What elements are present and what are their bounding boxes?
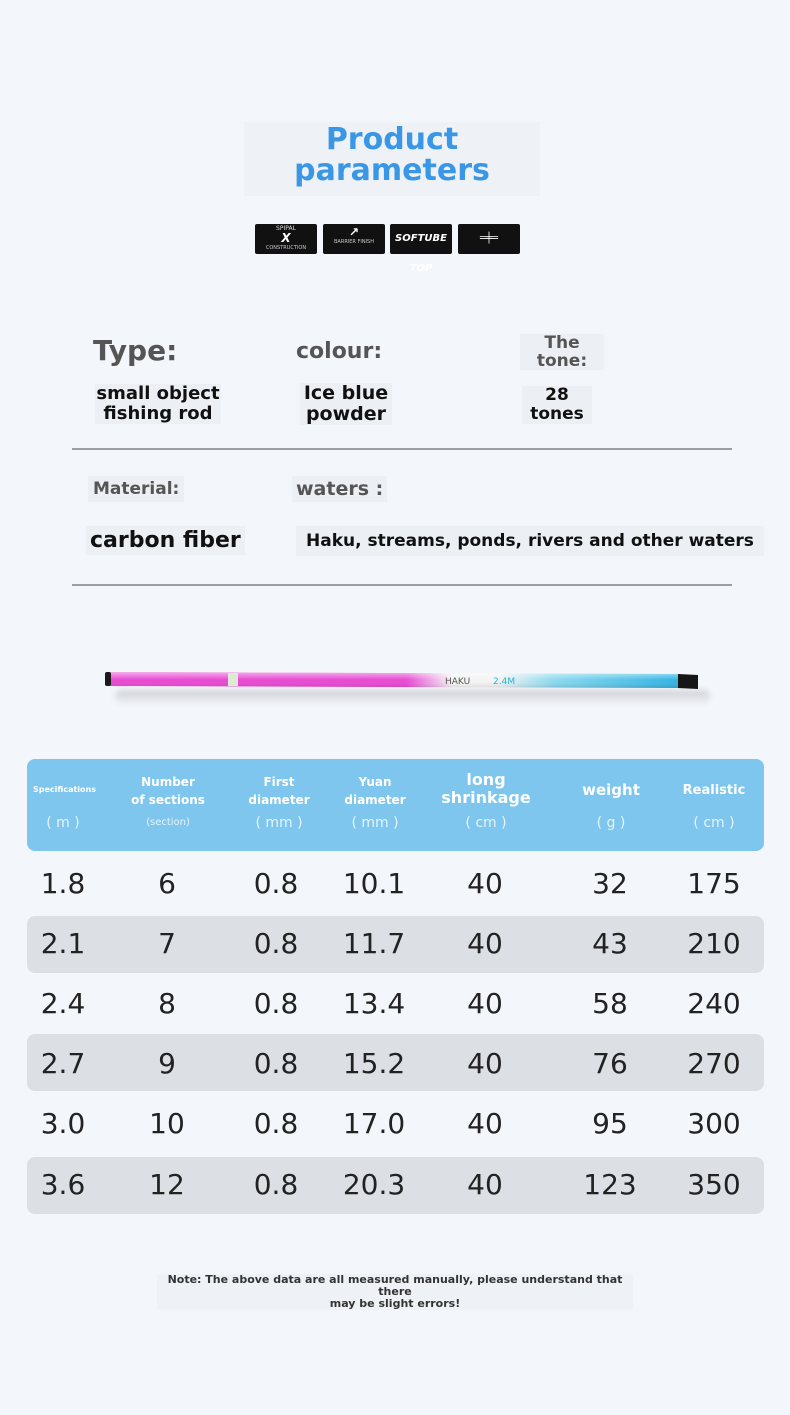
tone-value	[522, 386, 592, 424]
header-first-diameter	[239, 773, 319, 809]
cell-sections: 6	[158, 867, 176, 900]
cell-sections: 10	[149, 1107, 185, 1140]
colour-label: colour:	[296, 339, 383, 364]
reel-seat-badge	[458, 224, 520, 254]
cell-realistic: 210	[687, 927, 741, 960]
spipal-x-badge	[255, 224, 317, 254]
divider-1	[72, 448, 732, 450]
header-long-shrinkage	[431, 771, 541, 807]
cell-first-diameter: 0.8	[253, 987, 299, 1020]
tone-label-line-2: tone:	[536, 351, 588, 371]
cell-realistic: 350	[687, 1168, 741, 1201]
arrow-icon: ↗	[348, 225, 360, 239]
badge-main-text: X	[281, 231, 291, 245]
rod-ring	[228, 673, 238, 686]
cell-first-diameter: 0.8	[253, 1047, 299, 1080]
waters-label: waters :	[292, 476, 387, 502]
header-specifications-unit: ( m )	[46, 815, 80, 831]
barrier-finish-badge	[323, 224, 385, 254]
cell-realistic: 175	[687, 867, 741, 900]
header-line-2: shrinkage	[441, 788, 531, 807]
tone-value-line-2: tones	[530, 404, 584, 424]
type-value	[95, 384, 221, 424]
rod-shine	[110, 672, 680, 688]
header-line-2: of sections	[131, 793, 205, 807]
cell-sections: 12	[149, 1168, 185, 1201]
tone-label	[520, 334, 604, 370]
table-row	[0, 1104, 790, 1144]
cell-sections: 7	[158, 927, 176, 960]
cell-realistic: 270	[687, 1047, 741, 1080]
rod-length-text: 2.4M	[493, 677, 516, 687]
header-weight-unit: ( g )	[596, 815, 626, 831]
cell-long-shrinkage: 40	[467, 927, 503, 960]
cell-weight: 32	[592, 867, 628, 900]
header-line-1: First	[263, 775, 295, 789]
page-title-line-1: Product	[325, 122, 459, 157]
header-realistic: Realistic	[682, 783, 746, 798]
type-value-line-2: fishing rod	[103, 403, 213, 424]
reel-seat-icon: ═╪═	[479, 233, 499, 244]
table-row	[0, 864, 790, 904]
header-line-2: diameter	[344, 793, 406, 807]
cell-specification: 2.1	[40, 927, 86, 960]
page-title-line-2: parameters	[294, 153, 490, 188]
cell-specification: 2.4	[40, 987, 86, 1020]
cell-first-diameter: 0.8	[253, 867, 299, 900]
cell-long-shrinkage: 40	[467, 867, 503, 900]
table-header	[27, 759, 764, 851]
note-line-2: may be slight errors!	[329, 1297, 461, 1310]
cell-yuan-diameter: 15.2	[342, 1047, 406, 1080]
disclaimer-note	[157, 1274, 633, 1310]
cell-realistic: 240	[687, 987, 741, 1020]
header-line-1: long	[466, 770, 506, 789]
cell-yuan-diameter: 10.1	[342, 867, 406, 900]
table-row	[0, 924, 790, 964]
waters-value: Haku, streams, ponds, rivers and other waters	[296, 526, 764, 556]
header-first-diameter-unit: ( mm )	[255, 815, 303, 831]
colour-value-line-2: powder	[305, 403, 387, 425]
cell-weight: 43	[592, 927, 628, 960]
tone-label-line-1: The	[544, 333, 580, 353]
cell-long-shrinkage: 40	[467, 1047, 503, 1080]
rod-butt-cap	[678, 674, 698, 689]
header-line-1: Yuan	[358, 775, 392, 789]
rod-tip-cap	[105, 672, 111, 686]
cell-realistic: 300	[687, 1107, 741, 1140]
material-label: Material:	[88, 476, 184, 502]
cell-yuan-diameter: 11.7	[342, 927, 406, 960]
cell-sections: 8	[158, 987, 176, 1020]
badge-top-text: SPIPAL	[276, 225, 296, 232]
fishing-rod-image	[100, 664, 710, 700]
rod-brand-text: HAKU	[445, 677, 471, 687]
table-row	[0, 984, 790, 1024]
colour-value-line-1: Ice blue	[303, 382, 389, 404]
cell-long-shrinkage: 40	[467, 1107, 503, 1140]
cell-long-shrinkage: 40	[467, 987, 503, 1020]
header-weight: weight	[582, 781, 640, 799]
cell-yuan-diameter: 13.4	[342, 987, 406, 1020]
softube-top-badge	[390, 224, 452, 274]
header-realistic-unit: ( cm )	[693, 815, 735, 831]
cell-weight: 123	[583, 1168, 637, 1201]
header-specifications: Specifications	[33, 785, 96, 794]
cell-yuan-diameter: 17.0	[342, 1107, 406, 1140]
badge-main-text: SOFTUBE TOP	[395, 233, 447, 274]
tone-value-line-1: 28	[545, 385, 569, 405]
badge-bottom-text: CONSTRUCTION	[265, 245, 307, 251]
cell-specification: 2.7	[40, 1047, 86, 1080]
cell-specification: 1.8	[40, 867, 86, 900]
cell-sections: 9	[158, 1047, 176, 1080]
cell-first-diameter: 0.8	[253, 1168, 299, 1201]
type-label: Type:	[93, 334, 178, 367]
cell-first-diameter: 0.8	[253, 1107, 299, 1140]
table-row	[0, 1165, 790, 1205]
table-row	[0, 1044, 790, 1084]
header-sections-unit: (section)	[146, 817, 190, 828]
header-yuan-diameter-unit: ( mm )	[351, 815, 399, 831]
cell-long-shrinkage: 40	[467, 1168, 503, 1201]
note-line-1: Note: The above data are all measured manually, please understand that there	[167, 1273, 623, 1298]
cell-weight: 76	[592, 1047, 628, 1080]
cell-specification: 3.0	[40, 1107, 86, 1140]
header-line-1: Number	[141, 775, 195, 789]
cell-weight: 58	[592, 987, 628, 1020]
material-value: carbon fiber	[86, 526, 245, 555]
cell-yuan-diameter: 20.3	[342, 1168, 406, 1201]
cell-first-diameter: 0.8	[253, 927, 299, 960]
colour-value	[300, 383, 392, 425]
header-yuan-diameter	[335, 773, 415, 809]
cell-weight: 95	[592, 1107, 628, 1140]
header-line-2: diameter	[248, 793, 310, 807]
cell-specification: 3.6	[40, 1168, 86, 1201]
badge-bottom-text: BARRIER FINISH	[334, 239, 374, 245]
header-long-shrinkage-unit: ( cm )	[465, 815, 507, 831]
type-value-line-1: small object	[96, 383, 220, 404]
header-number-of-sections	[127, 773, 209, 809]
divider-2	[72, 584, 732, 586]
